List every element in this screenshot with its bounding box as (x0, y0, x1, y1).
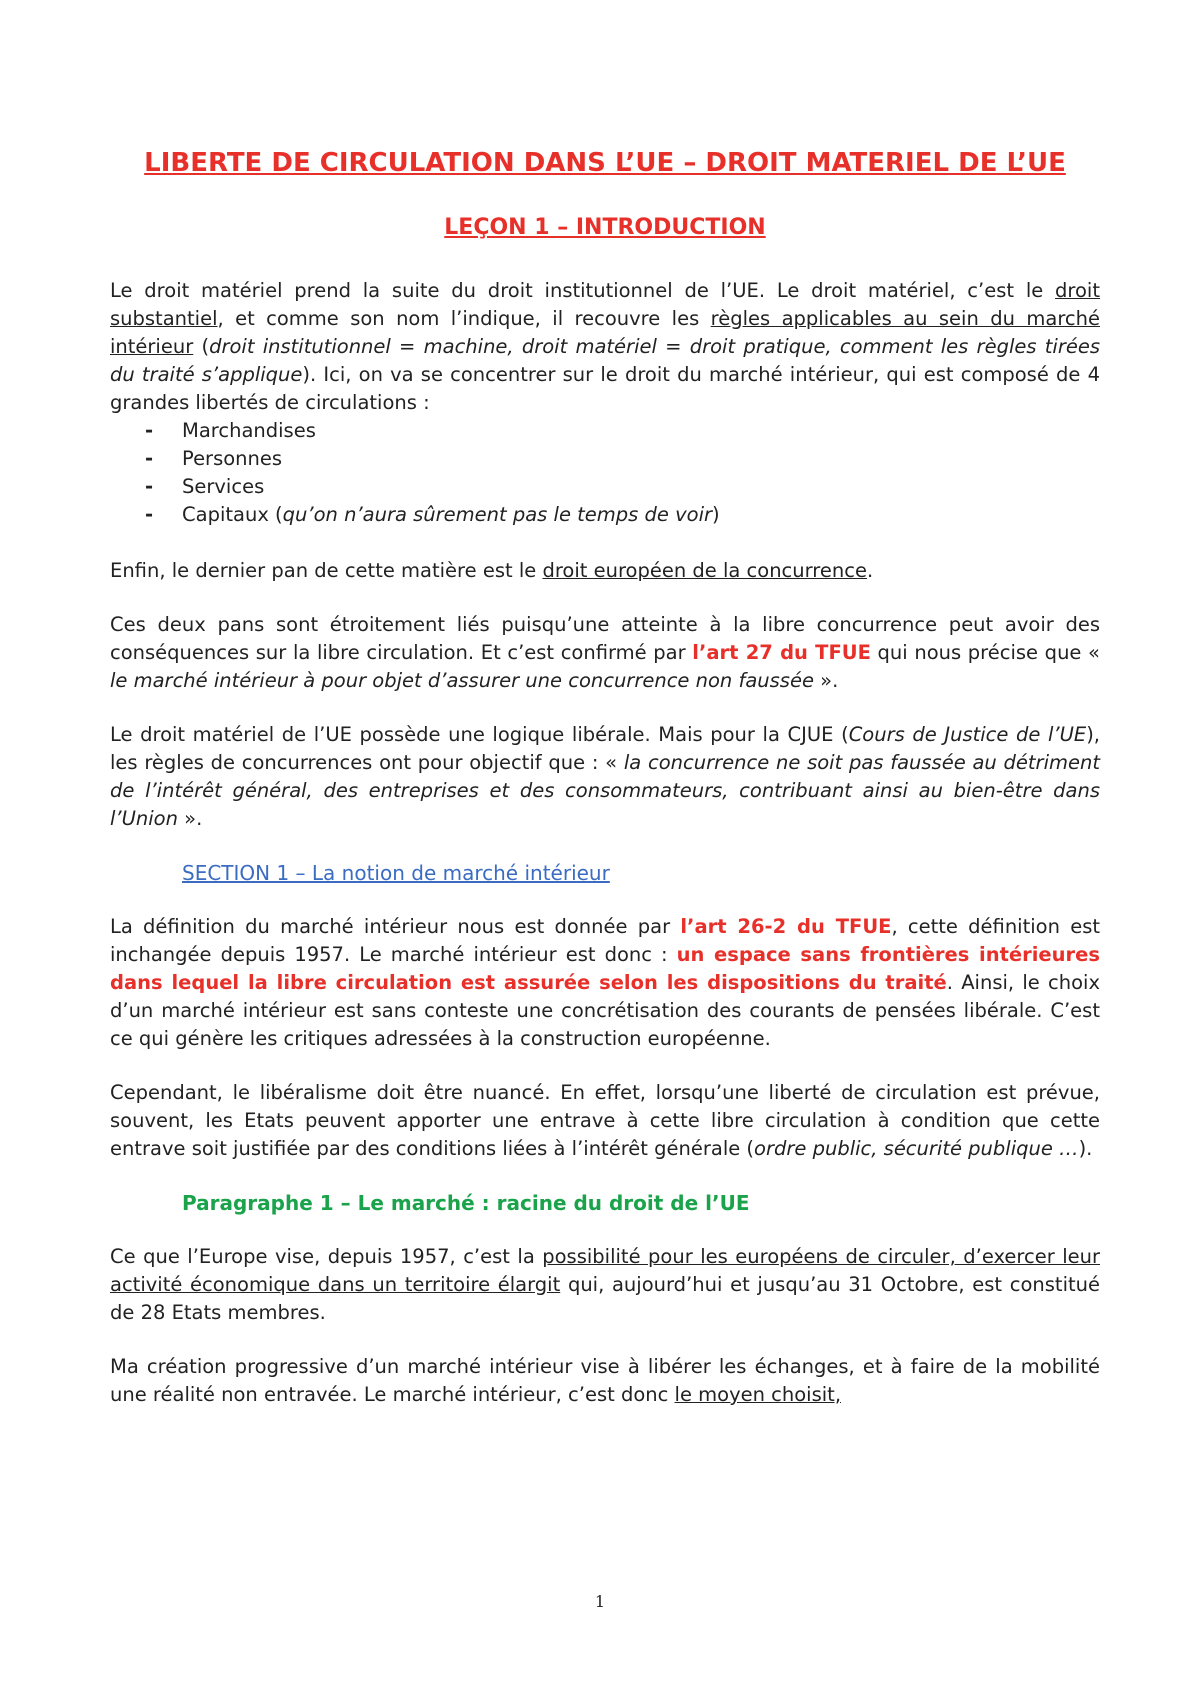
list-item-label: Capitaux ( (182, 503, 283, 526)
document-page (110, 146, 1100, 1409)
text-run: qui, aujourd’hui et jusqu’au 31 Octobre, est constitué de 28 Etats membres. (110, 1273, 1100, 1324)
progressive-creation-paragraph (110, 1353, 1100, 1409)
italic-aside: ordre public, sécurité publique … (754, 1137, 1079, 1160)
italic-aside: Cours de Justice de l’UE (848, 723, 1087, 746)
document-title: LIBERTE DE CIRCULATION DANS L’UE – DROIT MATERIEL DE L’UE (144, 148, 1066, 178)
text-run: Ce que l’Europe vise, depuis 1957, c’est la (110, 1245, 543, 1268)
italic-quote: la concurrence ne soit pas faussée au détriment de l’intérêt général, des entreprises et des consommateurs, contribuant ainsi au bien-être dans l’Union (110, 751, 1100, 830)
dash-bullet: - (145, 419, 154, 442)
europe-aim-paragraph (110, 1243, 1100, 1327)
list-item-label: Marchandises (182, 419, 316, 442)
underlined-term: droit substantiel (110, 279, 1100, 330)
liberal-logic-paragraph (110, 721, 1100, 833)
italic-aside: qu’on n’aura sûrement pas le temps de voir (282, 503, 713, 526)
text-run: ». (177, 807, 203, 830)
text-run: ). Ici, on va se concentrer sur le droit du marché intérieur, qui est composé de 4 grandes libertés de circulations : (110, 363, 1100, 414)
competition-paragraph (110, 557, 1100, 585)
underlined-term: règles applicables au sein du marché intérieur (110, 307, 1100, 358)
text-run: . Ainsi, le choix d’un marché intérieur est sans conteste une concrétisation des courants de pensées libérale. C’est ce qui génère les critiques adressées à la construction européenne. (110, 971, 1101, 1050)
text-run: Ma création progressive d’un marché intérieur vise à libérer les échanges, et à faire de la mobilité une réalité non entravée. Le marché intérieur, c’est donc (110, 1355, 1100, 1406)
intro-paragraph (110, 277, 1100, 417)
italic-aside: droit institutionnel = machine, droit matériel = droit pratique, comment les règles tirées du traité s’applique (110, 335, 1100, 386)
list-item (110, 473, 1100, 501)
dash-bullet: - (145, 503, 154, 526)
text-run: ). (1078, 1137, 1093, 1160)
text-run: Ces deux pans sont étroitement liés puisqu’une atteinte à la libre concurrence peut avoir des conséquences sur la libre circulation. Et c’est confirmé par (110, 613, 1100, 664)
text-run: Le droit matériel de l’UE possède une logique libérale. Mais pour la CJUE ( (110, 723, 849, 746)
text-run: , cette définition est inchangée depuis 1957. Le marché intérieur est donc : (110, 915, 1100, 966)
dash-bullet: - (145, 447, 154, 470)
key-definition: un espace sans frontières intérieures dans lequel la libre circulation est assurée selon les dispositions du traité (110, 943, 1100, 994)
list-item (110, 445, 1100, 473)
list-item (110, 501, 1100, 529)
underlined-term: possibilité pour les européens de circuler, d’exercer leur activité économique dans un territoire élargit (110, 1245, 1101, 1296)
lesson-heading: LEÇON 1 – INTRODUCTION (444, 215, 766, 240)
underlined-term: droit européen de la concurrence (542, 559, 867, 582)
list-item-label: Personnes (182, 447, 283, 470)
link-paragraph (110, 611, 1100, 695)
underlined-term: le moyen choisit, (674, 1383, 842, 1406)
article-reference: l’art 27 du TFUE (692, 641, 871, 664)
text-run: ) (712, 503, 720, 526)
list-item (110, 417, 1100, 445)
article-reference: l’art 26-2 du TFUE (680, 915, 892, 938)
dash-bullet: - (145, 475, 154, 498)
section-heading: SECTION 1 – La notion de marché intérieur (182, 861, 610, 885)
text-run: La définition du marché intérieur nous est donnée par (110, 915, 681, 938)
text-run: . (866, 559, 874, 582)
text-run: ( (193, 335, 210, 358)
text-run: qui nous précise que « (870, 641, 1100, 664)
text-run: Cependant, le libéralisme doit être nuancé. En effet, lorsqu’une liberté de circulation est prévue, souvent, les Etats peuvent apporter une entrave à cette libre circulation à condition que cette entrave soit justifiée par des conditions liées à l’intérêt générale ( (110, 1081, 1100, 1160)
text-run: Le droit matériel prend la suite du droit institutionnel de l’UE. Le droit matériel, c’est le (110, 279, 1056, 302)
list-item-label: Services (182, 475, 265, 498)
text-run: ), les règles de concurrences ont pour objectif que : « (110, 723, 1101, 774)
text-run: ». (813, 669, 839, 692)
page-number: 1 (594, 1592, 606, 1611)
nuance-paragraph (110, 1079, 1100, 1163)
paragraph-heading: Paragraphe 1 – Le marché : racine du droit de l’UE (182, 1191, 750, 1215)
text-run: , et comme son nom l’indique, il recouvre les (217, 307, 711, 330)
freedoms-list (110, 417, 1100, 529)
text-run: Enfin, le dernier pan de cette matière est le (110, 559, 543, 582)
italic-quote: le marché intérieur à pour objet d’assurer une concurrence non faussée (110, 669, 814, 692)
definition-paragraph (110, 913, 1100, 1053)
